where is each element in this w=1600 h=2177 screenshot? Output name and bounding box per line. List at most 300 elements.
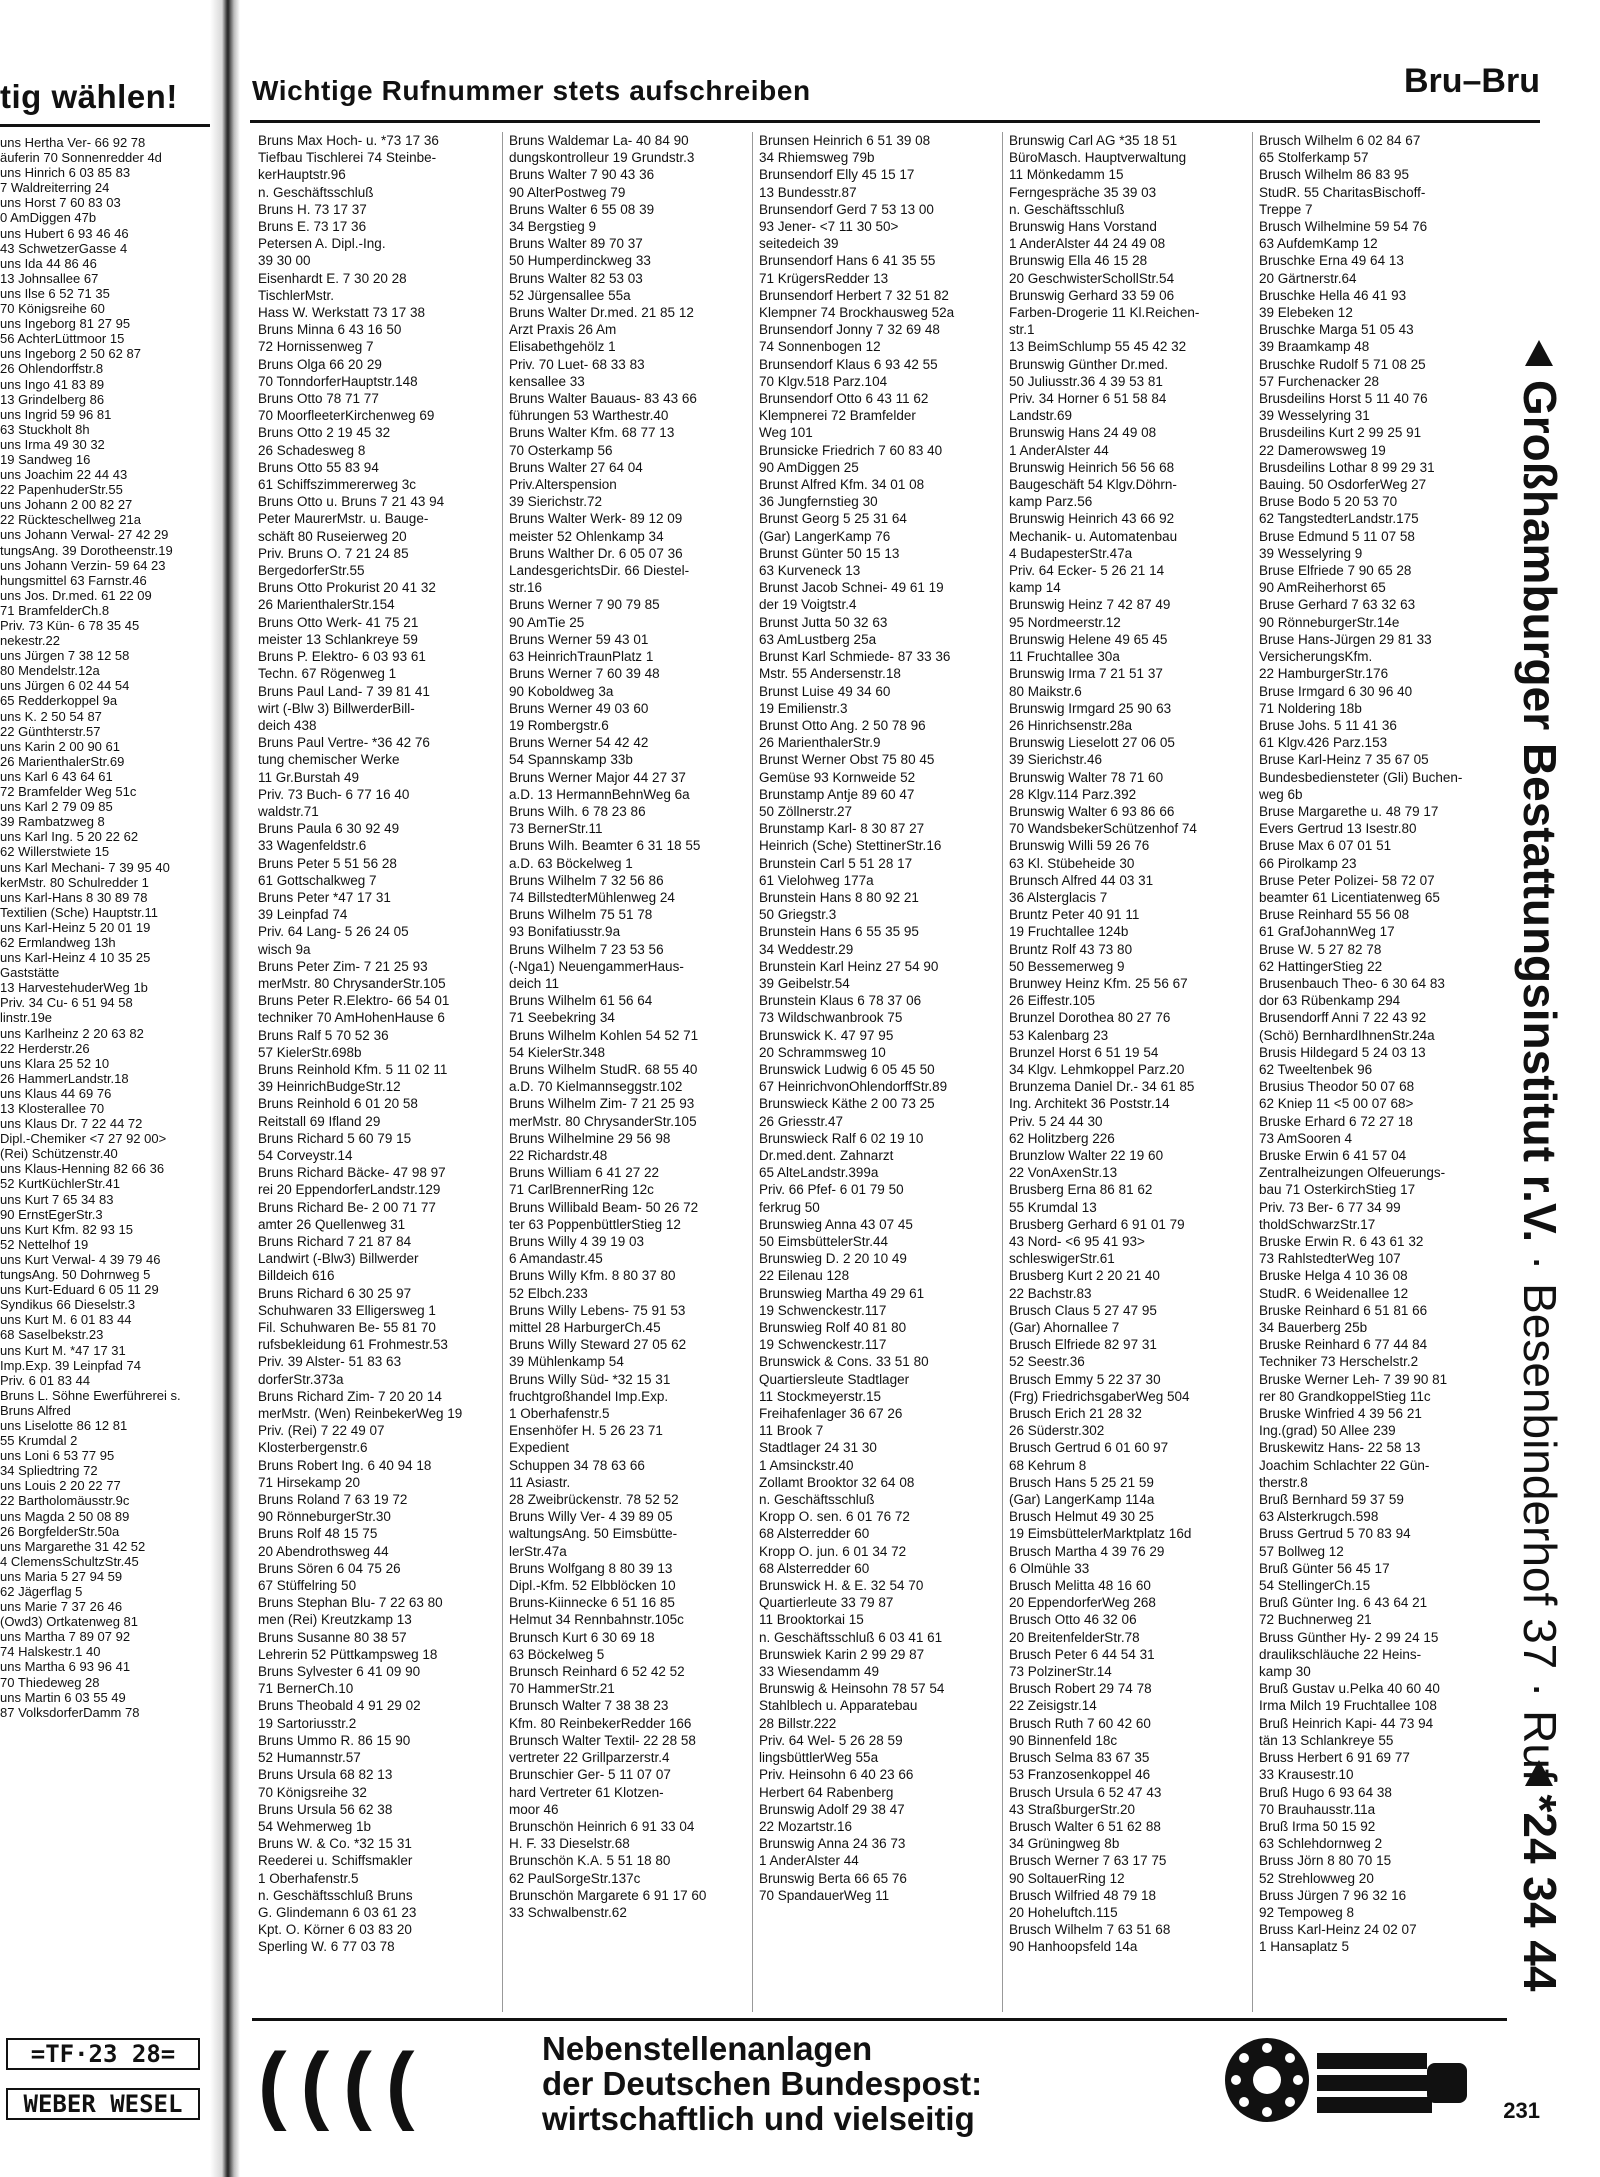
listing-entry: 26 Ohlendorffstr.8 bbox=[0, 361, 104, 377]
listing-entry: Syndikus 66 Dieselstr.3 bbox=[0, 1297, 136, 1313]
listing-entry: 34 Rhiemsweg 79b bbox=[759, 150, 875, 166]
listing-entry: der 19 Voigtstr.4 bbox=[759, 597, 857, 613]
listing-entry: Brunst Jutta 50 32 63 bbox=[759, 614, 888, 630]
listing-entry: Weg 101 bbox=[759, 425, 813, 441]
listing-entry: Brunsch Kurt 6 30 69 18 bbox=[509, 1629, 655, 1645]
listing-entry: uns Kurt M. 6 01 83 44 bbox=[0, 1312, 132, 1328]
listing-entry: Brusch Emmy 5 22 37 30 bbox=[1009, 1371, 1161, 1387]
listing-entry: Brunswick & Cons. 33 51 80 bbox=[759, 1354, 929, 1370]
listing-entry: Brunswieg D. 2 20 10 49 bbox=[759, 1251, 907, 1267]
listing-entry: 11 Gr.Burstah 49 bbox=[258, 769, 360, 785]
left-page-rule bbox=[0, 124, 210, 127]
listing-entry: 63 HeinrichTraunPlatz 1 bbox=[509, 649, 654, 665]
listing-entry: Freihafenlager 36 67 26 bbox=[759, 1406, 903, 1422]
listing-entry: 56 AchterLüttmoor 15 bbox=[0, 331, 125, 347]
listing-entry: Brunswieck Ralf 6 02 19 10 bbox=[759, 1130, 924, 1146]
listing-entry: meister 13 Schlankreye 59 bbox=[258, 631, 418, 647]
listing-entry: Landstr.69 bbox=[1009, 408, 1073, 424]
listing-entry: Helmut 34 Rennbahnstr.105c bbox=[509, 1612, 684, 1628]
listing-entry: lerStr.47a bbox=[509, 1543, 567, 1559]
listing-entry: Bruns Reinhold Kfm. 5 11 02 11 bbox=[258, 1061, 448, 1077]
listing-entry: 90 ErnstEgerStr.3 bbox=[0, 1206, 103, 1222]
listing-entry: hungsmittel 63 Farnstr.46 bbox=[0, 572, 147, 588]
listing-entry: 90 AmReiherhorst 65 bbox=[1259, 580, 1386, 596]
listing-entry: Bruse Bodo 5 20 53 70 bbox=[1259, 494, 1398, 510]
listing-entry: Schuppen 34 78 63 66 bbox=[509, 1457, 645, 1473]
listing-entry: Bruntz Peter 40 91 11 bbox=[1009, 907, 1140, 923]
listing-entry: 34 Grüningweg 8b bbox=[1009, 1836, 1120, 1852]
listing-entry: 11 Fruchtallee 30a bbox=[1009, 649, 1120, 665]
listing-entry: Brusch Wilhelm 7 63 51 68 bbox=[1009, 1922, 1171, 1938]
listing-entry: Bruse W. 5 27 82 78 bbox=[1259, 941, 1382, 957]
listing-entry: 1 AnderAlster 44 bbox=[1009, 442, 1109, 458]
listing-entry: Brusch Martha 4 39 76 29 bbox=[1009, 1543, 1165, 1559]
listing-entry: Brunst Günter 50 15 13 bbox=[759, 545, 900, 561]
listing-entry: Brunschön Margarete 6 91 17 60 bbox=[509, 1887, 707, 1903]
listing-entry: Brusch Melitta 48 16 60 bbox=[1009, 1578, 1151, 1594]
listing-entry: 22 Herderstr.26 bbox=[0, 1040, 90, 1056]
header-rule bbox=[250, 120, 1540, 123]
listing-entry: 26 Süderstr.302 bbox=[1009, 1423, 1105, 1439]
listing-entry: 39 Rambatzweg 8 bbox=[0, 814, 105, 830]
listing-entry: vertreter 22 Grillparzerstr.4 bbox=[509, 1750, 670, 1766]
listing-entry: Bruns Willy 4 39 19 03 bbox=[509, 1234, 645, 1249]
listing-entry: Bruns Waldemar La- 40 84 90 bbox=[509, 133, 689, 148]
listing-entry: 20 Schrammsweg 10 bbox=[759, 1044, 886, 1060]
listing-entry: 22 PapenhuderStr.55 bbox=[0, 482, 123, 498]
listing-entry: uns Hertha Ver- 66 92 78 bbox=[0, 135, 146, 150]
listing-entry: Brusch Wilhelmine 59 54 76 bbox=[1259, 219, 1428, 235]
listing-entry: 39 Mühlenkamp 54 bbox=[509, 1354, 624, 1370]
listing-entry: Bruse Johs. 5 11 41 36 bbox=[1259, 717, 1397, 733]
listing-entry: 68 Alsterredder 60 bbox=[759, 1526, 870, 1542]
directory-column bbox=[752, 132, 1002, 2012]
listing-entry: Brusch Wilhelm 86 83 95 bbox=[1259, 167, 1410, 183]
listing-entry: Gemüse 93 Kornweide 52 bbox=[759, 769, 916, 785]
listing-entry: Bruns Walter Bauaus- 83 43 66 bbox=[509, 391, 697, 407]
listing-entry: 19 Fruchtallee 124b bbox=[1009, 924, 1129, 940]
listing-entry: Brunswig Berta 66 65 76 bbox=[759, 1870, 907, 1886]
listing-entry: Bruns Walter 89 70 37 bbox=[509, 236, 643, 252]
listing-entry: Herbert 64 Rabenberg bbox=[759, 1784, 894, 1800]
listing-entry: Brusch Ursula 6 52 47 43 bbox=[1009, 1784, 1162, 1800]
listing-entry: (Schö) BernhardIhnenStr.24a bbox=[1259, 1027, 1435, 1043]
listing-entry: äuferin 70 Sonnenredder 4d bbox=[0, 150, 162, 166]
listing-entry: merMstr. 80 ChrysanderStr.105 bbox=[509, 1113, 697, 1129]
listing-entry: 61 Schiffszimmererweg 3c bbox=[258, 477, 417, 493]
listing-entry: 43 Nord- <6 95 41 93> bbox=[1009, 1234, 1145, 1249]
listing-entry: Bruns Olga 66 20 29 bbox=[258, 356, 382, 372]
directory-column bbox=[1002, 132, 1252, 2012]
listing-entry: Brunsicke Friedrich 7 60 83 40 bbox=[759, 442, 943, 458]
listing-entry: Brunswieck Käthe 2 00 73 25 bbox=[759, 1096, 935, 1112]
listing-entry: Brunzema Daniel Dr.- 34 61 85 bbox=[1009, 1079, 1195, 1095]
listing-entry: Bruns Willy Lebens- 75 91 53 bbox=[509, 1302, 686, 1318]
listing-entry: Bruns William 6 41 27 22 bbox=[509, 1165, 660, 1181]
listing-entry: 11 Brook 7 bbox=[759, 1423, 824, 1439]
listing-entry: 71 Hirsekamp 20 bbox=[258, 1474, 361, 1490]
listing-entry: 6 Olmühle 33 bbox=[1009, 1560, 1090, 1576]
listing-entry: Brunsendorf Klaus 6 93 42 55 bbox=[759, 356, 938, 372]
listing-entry: Bruns Minna 6 43 16 50 bbox=[258, 322, 402, 338]
listing-entry: Bruske Erhard 6 72 27 18 bbox=[1259, 1113, 1413, 1129]
listing-entry: Brunstein Carl 5 51 28 17 bbox=[759, 855, 913, 871]
listing-entry: Brunsch Alfred 44 03 31 bbox=[1009, 872, 1154, 888]
listing-entry: Brunst Otto Ang. 2 50 78 96 bbox=[759, 717, 926, 733]
listing-entry: Kfm. 80 ReinbekerRedder 166 bbox=[509, 1715, 692, 1731]
listing-entry: Brunzel Dorothea 80 27 76 bbox=[1009, 1010, 1171, 1026]
listing-entry: Brunsendorf Herbert 7 32 51 82 bbox=[759, 287, 949, 303]
listing-entry: Priv. 34 Cu- 6 51 94 58 bbox=[0, 995, 133, 1011]
listing-entry: Stahlblech u. Apparatebau bbox=[759, 1698, 918, 1714]
listing-entry: uns Johann Verzin- 59 64 23 bbox=[0, 557, 166, 573]
listing-entry: Brusberg Kurt 2 20 21 40 bbox=[1009, 1268, 1160, 1284]
listing-entry: Priv. 6 01 83 44 bbox=[0, 1372, 91, 1388]
listing-entry: Kpt. O. Körner 6 03 83 20 bbox=[258, 1922, 412, 1938]
listing-entry: Bruns Wilhelm 7 32 56 86 bbox=[509, 872, 664, 888]
listing-entry: Imp.Exp. 39 Leinpfad 74 bbox=[0, 1357, 141, 1373]
listing-entry: kerMstr. 80 Schulredder 1 bbox=[0, 874, 149, 890]
listing-entry: 70 HammerStr.21 bbox=[509, 1681, 615, 1697]
listing-entry: Brusch Selma 83 67 35 bbox=[1009, 1750, 1150, 1766]
listing-entry: Bruns Paul Land- 7 39 81 41 bbox=[258, 683, 430, 699]
bundespost-ad bbox=[252, 2018, 1507, 2141]
listing-entry: Bruns Robert Ing. 6 40 94 18 bbox=[258, 1457, 432, 1473]
listing-entry: 13 Bundesstr.87 bbox=[759, 184, 857, 200]
listing-entry: Bruns Reinhold 6 01 20 58 bbox=[258, 1096, 418, 1112]
listing-entry: uns Karin 2 00 90 61 bbox=[0, 738, 120, 754]
listing-entry: tung chemischer Werke bbox=[258, 752, 400, 768]
listing-entry: Bruse Peter Polizei- 58 72 07 bbox=[1259, 872, 1435, 888]
listing-entry: 19 Sartoriusstr.2 bbox=[258, 1715, 357, 1731]
listing-entry: 62 Willerstwiete 15 bbox=[0, 844, 110, 860]
listing-entry: Bruns Wilh. Beamter 6 31 18 55 bbox=[509, 838, 701, 854]
listing-entry: Bruß Günter Ing. 6 43 64 21 bbox=[1259, 1595, 1428, 1611]
listing-entry: H. F. 33 Dieselstr.68 bbox=[509, 1836, 630, 1852]
listing-entry: Bruns Willy Kfm. 8 80 37 80 bbox=[509, 1268, 676, 1284]
listing-entry: Brunswiek Karin 2 99 29 87 bbox=[759, 1646, 925, 1662]
listing-entry: 71 Noldering 18b bbox=[1259, 700, 1362, 716]
listing-entry: Brunstamp Karl- 8 30 87 27 bbox=[759, 821, 925, 837]
listing-entry: Bruns Wilh. 6 78 23 86 bbox=[509, 803, 646, 819]
listing-entry: tungsAng. 39 Dorotheenstr.19 bbox=[0, 542, 173, 558]
listing-entry: Bruns Richard 6 30 25 97 bbox=[258, 1285, 412, 1301]
listing-entry: weg 6b bbox=[1259, 786, 1303, 802]
listing-entry: LandesgerichtsDir. 66 Diestel- bbox=[509, 563, 690, 579]
listing-entry: uns Karl Ing. 5 20 22 62 bbox=[0, 829, 139, 845]
listing-entry: Brusberg Erna 86 81 62 bbox=[1009, 1182, 1153, 1198]
listing-entry: 11 Stockmeyerstr.15 bbox=[759, 1388, 882, 1404]
listing-entry: 54 StellingerCh.15 bbox=[1259, 1578, 1371, 1594]
listing-entry: 36 Alsterglacis 7 bbox=[1009, 889, 1108, 905]
listing-entry: Bauing. 50 OsdorferWeg 27 bbox=[1259, 477, 1427, 493]
listing-entry: Priv. (Rei) 7 22 49 07 bbox=[258, 1423, 385, 1439]
listing-entry: Brunst Luise 49 34 60 bbox=[759, 683, 891, 699]
listing-entry: 52 KurtKüchlerStr.41 bbox=[0, 1176, 120, 1192]
listing-entry: Brunswig Günther Dr.med. bbox=[1009, 356, 1169, 372]
listing-entry: uns Hubert 6 93 46 46 bbox=[0, 225, 129, 241]
listing-entry: 50 Humperdinckweg 33 bbox=[509, 253, 651, 269]
listing-entry: kamp 14 bbox=[1009, 580, 1061, 596]
right-page bbox=[240, 0, 1585, 2177]
listing-entry: Bundesbediensteter (Gli) Buchen- bbox=[1259, 769, 1463, 785]
listing-entry: 20 Abendrothsweg 44 bbox=[258, 1543, 389, 1559]
listing-entry: 52 Elbch.233 bbox=[509, 1285, 588, 1301]
listing-entry: Brunstein Hans 6 55 35 95 bbox=[759, 924, 919, 940]
listing-entry: waldstr.71 bbox=[258, 803, 319, 819]
listing-entry: bau 71 OsterkirchStieg 17 bbox=[1259, 1182, 1416, 1198]
listing-entry: 70 Königsreihe 32 bbox=[258, 1784, 367, 1800]
listing-entry: 22 Eilenau 128 bbox=[759, 1268, 850, 1284]
listing-entry: Reitstall 69 Ifland 29 bbox=[258, 1113, 381, 1129]
listing-entry: Heinrich (Sche) StettinerStr.16 bbox=[759, 838, 942, 854]
listing-entry: Bruns Stephan Blu- 7 22 63 80 bbox=[258, 1595, 443, 1611]
listing-entry: uns Klaus-Henning 82 66 36 bbox=[0, 1161, 165, 1177]
listing-entry: Brunswig Irma 7 21 51 37 bbox=[1009, 666, 1163, 682]
listing-entry: n. Geschäftsschluß bbox=[258, 184, 374, 200]
listing-entry: wisch 9a bbox=[258, 941, 311, 957]
listing-entry: 28 Klgv.114 Parz.392 bbox=[1009, 786, 1137, 802]
listing-entry: 93 Jener- <7 11 30 50> bbox=[759, 219, 899, 235]
listing-entry: 65 AlteLandstr.399a bbox=[759, 1165, 879, 1181]
listing-entry: Priv. 73 Kün- 6 78 35 45 bbox=[0, 618, 140, 633]
listing-entry: uns Karl 2 79 09 85 bbox=[0, 799, 113, 815]
listing-entry: Bruns Peter *47 17 31 bbox=[258, 889, 391, 905]
listing-entry: 54 KielerStr.348 bbox=[509, 1044, 606, 1060]
listing-entry: (Rei) Schützenstr.40 bbox=[0, 1146, 118, 1162]
listing-entry: uns Karl 6 43 64 61 bbox=[0, 768, 113, 784]
listing-entry: Bruss Jürgen 7 96 32 16 bbox=[1259, 1887, 1407, 1903]
listing-entry: 39 Braamkamp 48 bbox=[1259, 339, 1370, 355]
listing-entry: (Gar) LangerKamp 114a bbox=[1009, 1492, 1155, 1508]
listing-entry: 19 Emilienstr.3 bbox=[759, 700, 848, 716]
listing-entry: Bruns Walter Werk- 89 12 09 bbox=[509, 511, 683, 527]
listing-entry: Bruns H. 73 17 37 bbox=[258, 201, 367, 217]
listing-entry: uns Klaus 44 69 76 bbox=[0, 1085, 112, 1101]
listing-entry: 26 Schadesweg 8 bbox=[258, 442, 366, 458]
listing-entry: 22 VonAxenStr.13 bbox=[1009, 1165, 1118, 1181]
listing-entry: 11 Mönkedamm 15 bbox=[1009, 167, 1124, 183]
listing-entry: 71 CarlBrennerRing 12c bbox=[509, 1182, 654, 1198]
listing-entry: 26 Griesstr.47 bbox=[759, 1113, 844, 1129]
listing-entry: Bruse Gerhard 7 63 32 63 bbox=[1259, 597, 1416, 613]
listing-entry: Bruß Irma 50 15 92 bbox=[1259, 1818, 1376, 1834]
listing-entry: Bruns Walter 27 64 04 bbox=[509, 459, 643, 475]
listing-entry: 33 Wiesendamm 49 bbox=[759, 1664, 880, 1680]
listing-entry: Schuhwaren 33 Elligersweg 1 bbox=[258, 1302, 436, 1318]
listing-entry: Bruns Otto Prokurist 20 41 32 bbox=[258, 580, 436, 596]
listing-entry: uns Kurt-Eduard 6 05 11 29 bbox=[0, 1282, 159, 1298]
listing-entry: 80 Maikstr.6 bbox=[1009, 683, 1082, 699]
listing-entry: 73 RahlstedterWeg 107 bbox=[1259, 1251, 1401, 1267]
listing-entry: kensallee 33 bbox=[509, 373, 585, 389]
listing-entry: 52 Strehlowweg 20 bbox=[1259, 1870, 1374, 1886]
listing-entry: Brunst Werner Obst 75 80 45 bbox=[759, 752, 935, 768]
listing-entry: 22 Mozartstr.16 bbox=[759, 1818, 853, 1834]
listing-entry: Sperling W. 6 77 03 78 bbox=[258, 1939, 395, 1955]
listing-entry: Brunswig Heinrich 56 56 68 bbox=[1009, 459, 1175, 475]
listing-entry: 73 PolzinerStr.14 bbox=[1009, 1664, 1112, 1680]
listing-entry: (-Nga1) NeuengammerHaus- bbox=[509, 958, 684, 974]
listing-entry: Bruß Gustav u.Pelka 40 60 40 bbox=[1259, 1681, 1440, 1697]
listing-entry: Bruns Paul Vertre- *36 42 76 bbox=[258, 735, 430, 751]
listing-entry: Bruse Max 6 07 01 51 bbox=[1259, 838, 1392, 854]
listing-entry: Bruns Richard 7 21 87 84 bbox=[258, 1234, 412, 1249]
listing-entry: 22 Rückteschellweg 21a bbox=[0, 512, 141, 528]
listing-entry: 19 Schwenckestr.117 bbox=[759, 1337, 887, 1353]
listing-entry: Brunswig & Heinsohn 78 57 54 bbox=[759, 1681, 945, 1697]
ad-line-3: wirtschaftlich und vielseitig bbox=[542, 2100, 975, 2137]
listing-entry: Petersen A. Dipl.-Ing. bbox=[258, 236, 386, 252]
listing-entry: Brusch Peter 6 44 54 31 bbox=[1009, 1646, 1155, 1662]
listing-entry: Brunsendorf Gerd 7 53 13 00 bbox=[759, 201, 934, 217]
listing-entry: Bruns Werner 54 42 42 bbox=[509, 735, 649, 751]
listing-entry: 1 Oberhafenstr.5 bbox=[509, 1406, 610, 1422]
listing-entry: Bruns Walter 7 90 43 36 bbox=[509, 167, 655, 183]
listing-entry: 11 Brooktorkai 15 bbox=[759, 1612, 864, 1628]
listing-entry: Bruns L. Söhne Ewerführerei s. bbox=[0, 1387, 181, 1403]
listing-entry: Bruns Walter Kfm. 68 77 13 bbox=[509, 425, 675, 441]
listing-entry: Bruns Theobald 4 91 29 02 bbox=[258, 1698, 421, 1714]
listing-entry: Bruskewitz Hans- 22 58 13 bbox=[1259, 1440, 1421, 1456]
listing-entry: Fil. Schuhwaren Be- 55 81 70 bbox=[258, 1320, 436, 1336]
listing-entry: Brunswig Adolf 29 38 47 bbox=[759, 1801, 905, 1817]
listing-entry: rer 80 GrandkoppelStieg 11c bbox=[1259, 1388, 1431, 1404]
listing-entry: Brusis Hildegard 5 24 03 13 bbox=[1259, 1044, 1426, 1060]
listing-entry: 52 Seestr.36 bbox=[1009, 1354, 1085, 1370]
directory-column bbox=[1252, 132, 1502, 2012]
listing-entry: Bruns Ursula 56 62 38 bbox=[258, 1801, 393, 1817]
listing-entry: dorferStr.373a bbox=[258, 1371, 344, 1387]
listing-entry: uns Loni 6 53 77 95 bbox=[0, 1448, 115, 1464]
listing-entry: 4 BudapesterStr.47a bbox=[1009, 545, 1133, 561]
listing-entry: 65 Stolferkamp 57 bbox=[1259, 150, 1369, 166]
listing-entry: Brunswig Willi 59 26 76 bbox=[1009, 838, 1150, 854]
listing-entry: merMstr. 80 ChrysanderStr.105 bbox=[258, 975, 446, 991]
listing-entry: Bruns Richard Be- 2 00 71 77 bbox=[258, 1199, 436, 1215]
listing-entry: Joachim Schlachter 22 Gün- bbox=[1259, 1457, 1430, 1473]
listing-entry: 63 AufdemKamp 12 bbox=[1259, 236, 1378, 252]
listing-entry: 57 Furchenacker 28 bbox=[1259, 373, 1380, 389]
listing-entry: Tiefbau Tischlerei 74 Steinbe- bbox=[258, 150, 437, 166]
listing-entry: 0 AmDiggen 47b bbox=[0, 210, 97, 226]
listing-entry: 67 Stüffelring 50 bbox=[258, 1578, 357, 1594]
listing-entry: 22 Bartholomäusstr.9c bbox=[0, 1493, 130, 1509]
ad-line-2: der Deutschen Bundespost: bbox=[542, 2065, 983, 2102]
listing-entry: Brunst Georg 5 25 31 64 bbox=[759, 511, 907, 527]
listing-entry: 50 Zöllnerstr.27 bbox=[759, 803, 853, 819]
listing-entry: 1 AnderAlster 44 bbox=[759, 1853, 859, 1869]
listing-entry: uns Karl-Heinz 4 10 35 25 bbox=[0, 950, 151, 966]
listing-entry: Bruns Richard 5 60 79 15 bbox=[258, 1130, 412, 1146]
listing-entry: 73 AmSooren 4 bbox=[1259, 1130, 1353, 1146]
listing-entry: 57 KielerStr.698b bbox=[258, 1044, 362, 1060]
listing-entry: 67 HeinrichvonOhlendorffStr.89 bbox=[759, 1079, 948, 1095]
listing-entry: Brunswig Hans 24 49 08 bbox=[1009, 425, 1157, 441]
listing-entry: 63 Böckelweg 5 bbox=[509, 1646, 605, 1662]
listing-entry: Brunswig Anna 24 36 73 bbox=[759, 1836, 906, 1852]
listing-entry: Bruns Sylvester 6 41 09 90 bbox=[258, 1664, 421, 1680]
listing-entry: 57 Bollweg 12 bbox=[1259, 1543, 1344, 1559]
listing-entry: Brunswig Heinrich 43 66 92 bbox=[1009, 511, 1175, 527]
listing-entry: Priv. 5 24 44 30 bbox=[1009, 1113, 1103, 1129]
listing-entry: 90 AmTie 25 bbox=[509, 614, 585, 630]
listing-entry: Brusch Hans 5 25 21 59 bbox=[1009, 1474, 1154, 1490]
listing-entry: uns Karlheinz 2 20 63 82 bbox=[0, 1025, 144, 1041]
sidebar-text bbox=[1513, 380, 1567, 1991]
listing-entry: Brusch Wilfried 48 79 18 bbox=[1009, 1887, 1157, 1903]
left-page bbox=[0, 0, 212, 2177]
listing-entry: 90 RönneburgerStr.14e bbox=[1259, 614, 1400, 630]
listing-entry: Peter MaurerMstr. u. Bauge- bbox=[258, 511, 429, 527]
listing-entry: 26 MarienthalerStr.9 bbox=[759, 735, 881, 751]
listing-entry: Bruns Richard Zim- 7 20 20 14 bbox=[258, 1388, 442, 1404]
listing-entry: 95 Nordmeerstr.12 bbox=[1009, 614, 1121, 630]
listing-entry: Bruns Otto Werk- 41 75 21 bbox=[258, 614, 419, 630]
listing-entry: Brusch Werner 7 63 17 75 bbox=[1009, 1853, 1167, 1869]
listing-entry: 26 Eiffestr.105 bbox=[1009, 993, 1096, 1009]
listing-entry: 68 Alsterredder 60 bbox=[759, 1560, 870, 1576]
page-header: Wichtige Rufnummer stets aufschreiben bbox=[252, 75, 811, 106]
listing-entry: uns Kurt Verwal- 4 39 79 46 bbox=[0, 1251, 161, 1267]
listing-entry: Bruse Margarethe u. 48 79 17 bbox=[1259, 803, 1439, 819]
listing-entry: Bruns Alfred bbox=[0, 1402, 71, 1418]
listing-entry: Dipl.-Chemiker <7 27 92 00> bbox=[0, 1131, 167, 1147]
listing-entry: a.D. 63 Böckelweg 1 bbox=[509, 855, 633, 871]
ad-line-1: Nebenstellenanlagen bbox=[542, 2030, 873, 2067]
listing-entry: 26 Hinrichsenstr.28a bbox=[1009, 717, 1133, 733]
listing-entry: 7 Waldreiterring 24 bbox=[0, 180, 110, 196]
listing-entry: 65 Redderkoppel 9a bbox=[0, 693, 118, 709]
listing-entry: Brunswig Irmgard 25 90 63 bbox=[1009, 700, 1172, 716]
tf-sign: =TF·23 28= bbox=[6, 2038, 200, 2070]
bestattung-sidebar bbox=[1495, 340, 1585, 1992]
listing-entry: Bruschke Hella 46 41 93 bbox=[1259, 287, 1407, 303]
listing-entry: Bruns Peter R.Elektro- 66 54 01 bbox=[258, 993, 450, 1009]
listing-entry: VersicherungsKfm. bbox=[1259, 649, 1373, 665]
listing-entry: 62 Kniep 11 <5 00 07 68> bbox=[1259, 1096, 1414, 1112]
listing-entry: 90 AlterPostweg 79 bbox=[509, 184, 626, 200]
listing-entry: Brunst Karl Schmiede- 87 33 36 bbox=[759, 649, 951, 665]
listing-entry: 33 Krausestr.10 bbox=[1259, 1767, 1354, 1783]
listing-entry: 90 SoltauerRing 12 bbox=[1009, 1870, 1125, 1886]
listing-entry: 63 Alsterkrugch.598 bbox=[1259, 1509, 1379, 1525]
listing-entry: amter 26 Quellenweg 31 bbox=[258, 1216, 406, 1232]
listing-entry: Brunsch Walter Textil- 22 28 58 bbox=[509, 1732, 696, 1748]
listing-entry: Bruns Wilhelm StudR. 68 55 40 bbox=[509, 1061, 698, 1077]
listing-entry: Gaststätte bbox=[0, 965, 60, 981]
listing-entry: uns Jos. Dr.med. 61 22 09 bbox=[0, 587, 152, 603]
listing-entry: Ferngespräche 35 39 03 bbox=[1009, 184, 1157, 200]
listing-entry: 70 TonndorferHauptstr.148 bbox=[258, 373, 418, 389]
listing-entry: Kropp O. jun. 6 01 34 72 bbox=[759, 1543, 907, 1559]
listing-entry: 62 Jägerflag 5 bbox=[0, 1584, 83, 1599]
listing-entry: TischlerMstr. bbox=[258, 287, 335, 303]
listing-entry: n. Geschäftsschluß Bruns bbox=[258, 1887, 413, 1903]
listing-entry: Brunsendorf Hans 6 41 35 55 bbox=[759, 253, 936, 269]
listing-entry: deich 438 bbox=[258, 717, 317, 733]
listing-entry: Bruse Hans-Jürgen 29 81 33 bbox=[1259, 631, 1432, 647]
listing-entry: 92 Tempoweg 8 bbox=[1259, 1904, 1355, 1920]
listing-entry: Brusendorff Anni 7 22 43 92 bbox=[1259, 1010, 1427, 1026]
listing-entry: uns Margarethe 31 42 52 bbox=[0, 1538, 146, 1554]
listing-entry: Bruns Ummo R. 86 15 90 bbox=[258, 1732, 411, 1748]
listing-entry: Bruns Willy Süd- *32 15 31 bbox=[509, 1371, 671, 1387]
listing-entry: Brunstein Karl Heinz 27 54 90 bbox=[759, 958, 939, 974]
listing-entry: uns Ingeborg 81 27 95 bbox=[0, 316, 131, 332]
listing-entry: uns Ingrid 59 96 81 bbox=[0, 406, 112, 422]
listing-entry: Billdeich 616 bbox=[258, 1268, 335, 1284]
